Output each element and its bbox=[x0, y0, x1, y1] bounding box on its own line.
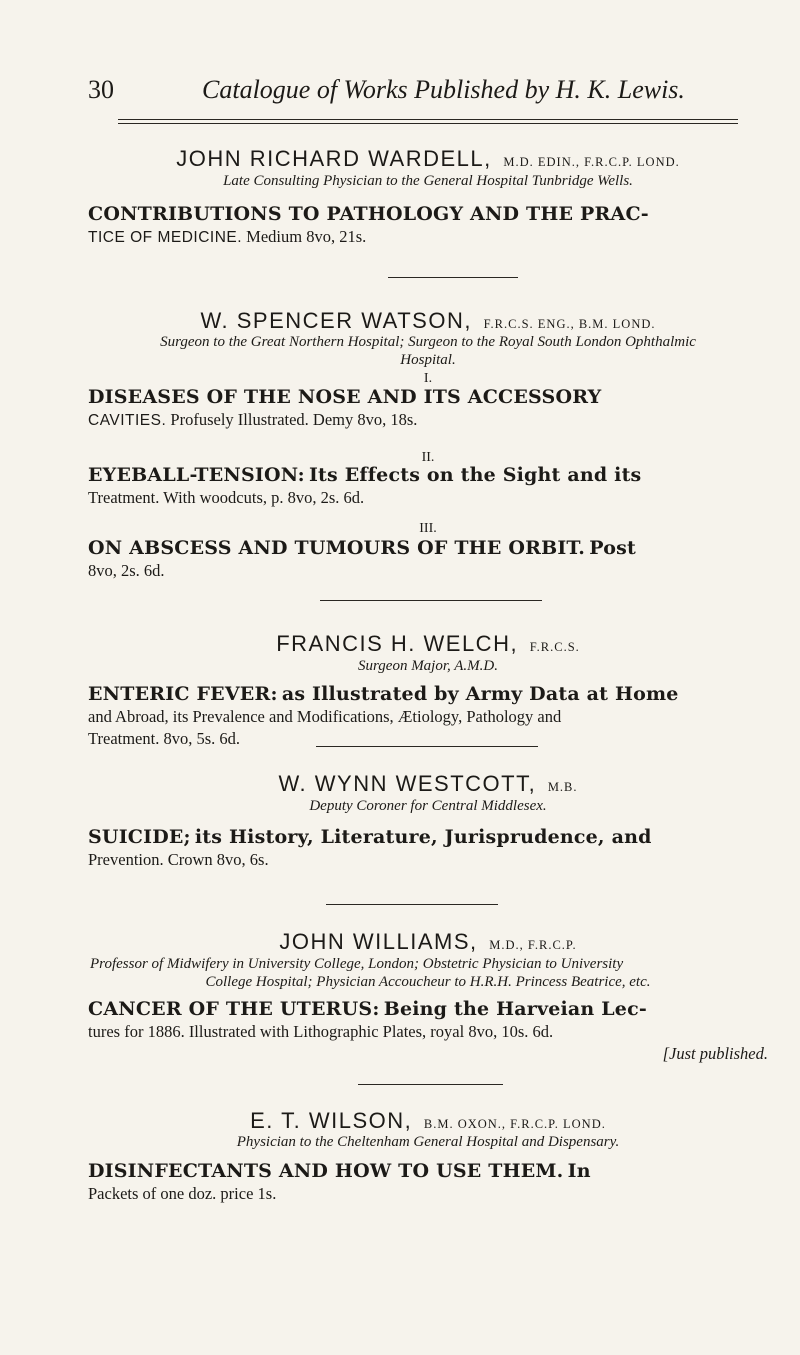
author-credentials: M.D., F.R.C.P. bbox=[489, 938, 577, 952]
author-heading bbox=[88, 146, 768, 172]
work-title-rest: Post bbox=[589, 537, 636, 559]
author-name: E. T. WILSON, bbox=[250, 1108, 413, 1133]
author-credentials: F.R.C.S. ENG., B.M. LOND. bbox=[483, 317, 656, 331]
author-position: Professor of Midwifery in University College, London; Obstetric Physician to University bbox=[90, 956, 624, 972]
running-title: Catalogue of Works Published by H. K. Lewis. bbox=[202, 75, 685, 104]
work-entry bbox=[88, 683, 768, 750]
work-details: Medium 8vo, 21s. bbox=[246, 227, 367, 246]
author-name: JOHN WILLIAMS, bbox=[279, 929, 478, 954]
page-number: 30 bbox=[88, 75, 114, 104]
section-rule bbox=[320, 600, 542, 601]
work-numeral: II. bbox=[421, 450, 435, 465]
work-details: Treatment. With woodcuts, p. 8vo, 2s. 6d. bbox=[88, 488, 365, 507]
author-position: Physician to the Cheltenham General Hospital and Dispensary. bbox=[236, 1134, 620, 1150]
author-heading bbox=[88, 308, 768, 334]
work-title: CONTRIBUTIONS TO PATHOLOGY AND THE PRAC- bbox=[88, 203, 649, 225]
author-name: FRANCIS H. WELCH, bbox=[276, 631, 519, 656]
work-title: ENTERIC FEVER: bbox=[88, 683, 278, 705]
work-details: Packets of one doz. price 1s. bbox=[88, 1184, 277, 1203]
work-title-rest: Its Effects on the Sight and its bbox=[308, 464, 642, 486]
work-entry bbox=[88, 386, 768, 432]
work-details: and Abroad, its Prevalence and Modifications, Ætiology, Pathology and bbox=[88, 707, 562, 726]
author-heading bbox=[88, 631, 768, 657]
author-position: Deputy Coroner for Central Middlesex. bbox=[309, 798, 547, 814]
header-rule bbox=[118, 119, 738, 124]
author-credentials: B.M. OXON., F.R.C.P. LOND. bbox=[423, 1117, 606, 1131]
work-details: tures for 1886. Illustrated with Lithographic Plates, royal 8vo, 10s. 6d. bbox=[88, 1022, 554, 1041]
work-title-rest: as Illustrated by Army Data at Home bbox=[281, 683, 679, 705]
work-entry bbox=[88, 537, 768, 582]
work-title-rest: Being the Harveian Lec- bbox=[383, 998, 647, 1020]
work-entry bbox=[88, 203, 768, 249]
work-entry bbox=[88, 464, 768, 509]
work-details: Profusely Illustrated. Demy 8vo, 18s. bbox=[170, 410, 418, 429]
work-title: SUICIDE; bbox=[88, 826, 191, 848]
author-position-continued: College Hospital; Physician Accoucheur to H.R.H. Princess Beatrice, etc. bbox=[205, 974, 651, 990]
author-position: Surgeon to the Great Northern Hospital; Surgeon to the Royal South London Ophthalmic bbox=[160, 334, 696, 350]
section-rule bbox=[388, 277, 518, 278]
work-title-rest: In bbox=[567, 1160, 591, 1182]
work-title: DISEASES OF THE NOSE AND ITS ACCESSORY bbox=[88, 386, 602, 408]
author-name: W. SPENCER WATSON, bbox=[200, 308, 472, 333]
work-details-continued: Treatment. 8vo, 5s. 6d. bbox=[88, 729, 241, 748]
author-credentials: F.R.C.S. bbox=[529, 640, 580, 654]
author-heading bbox=[88, 1108, 768, 1134]
work-title: CANCER OF THE UTERUS: bbox=[88, 998, 380, 1020]
author-position: Late Consulting Physician to the General Hospital Tunbridge Wells. bbox=[223, 173, 633, 189]
work-entry bbox=[88, 998, 768, 1043]
work-title: DISINFECTANTS AND HOW TO USE THEM. bbox=[88, 1160, 564, 1182]
author-credentials: M.B. bbox=[547, 780, 578, 794]
work-title: EYEBALL-TENSION: bbox=[88, 464, 305, 486]
work-details: Prevention. Crown 8vo, 6s. bbox=[88, 850, 269, 869]
author-position-continued: Hospital. bbox=[400, 352, 456, 368]
author-name: JOHN RICHARD WARDELL, bbox=[176, 146, 492, 171]
author-heading bbox=[88, 771, 768, 797]
section-rule bbox=[326, 904, 498, 905]
section-rule bbox=[316, 746, 538, 747]
work-title-continued: TICE OF MEDICINE. bbox=[88, 229, 243, 246]
section-rule bbox=[358, 1084, 503, 1085]
author-credentials: M.D. EDIN., F.R.C.P. LOND. bbox=[503, 155, 680, 169]
work-title: ON ABSCESS AND TUMOURS OF THE ORBIT. bbox=[88, 537, 586, 559]
author-heading bbox=[88, 929, 768, 955]
work-entry bbox=[88, 826, 768, 871]
work-numeral: III. bbox=[419, 521, 437, 536]
work-numeral: I. bbox=[423, 371, 433, 386]
work-details: 8vo, 2s. 6d. bbox=[88, 561, 165, 580]
work-entry bbox=[88, 1160, 768, 1205]
publication-note: [Just published. bbox=[662, 1044, 768, 1063]
author-name: W. WYNN WESTCOTT, bbox=[278, 771, 537, 796]
work-title-continued: CAVITIES. bbox=[88, 412, 167, 429]
author-position: Surgeon Major, A.M.D. bbox=[358, 658, 498, 674]
work-title-rest: its History, Literature, Jurisprudence, and bbox=[194, 826, 652, 848]
